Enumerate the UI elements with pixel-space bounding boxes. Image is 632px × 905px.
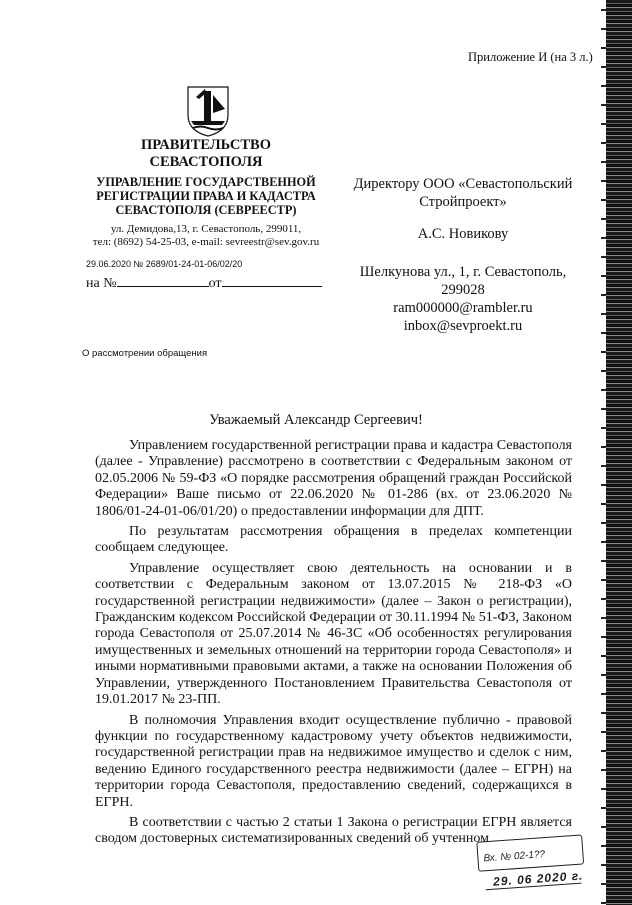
letter-subject: О рассмотрении обращения xyxy=(82,348,208,359)
body-paragraph: Управление осуществляет свою деятельность на основании и в соответствии с Федеральным законом от 13.07.2015 № 218-ФЗ «О государственной регистрации недвижимости» (далее – Закон о регистрации), Гражданским кодексом Российской Федерации от 30.11.1994 № 51-ФЗ, Законом города Севастополя от 25.07.2014 № 46-ЗС «Об особенностях регулирования имущественных и земельных отношений на территории города Севастополя» и иными нормативными правовыми актами, а также на основании Положения об Управлении, утвержденного Постановлением Правительства Севастополя от 19.01.2017 № 23-ПП. xyxy=(95,560,572,708)
recipient-name: А.С. Новикову xyxy=(417,226,509,242)
sevastopol-coat-of-arms-icon xyxy=(185,85,231,137)
recipient-block xyxy=(348,175,578,335)
reference-line xyxy=(86,273,322,292)
body-paragraph: По результатам рассмотрения обращения в пределах компетенции сообщаем следующее. xyxy=(95,524,572,556)
stamp-number: Вх. № 02-1?? xyxy=(483,849,546,865)
reference-date-blank xyxy=(222,273,322,287)
stamp-date: 29. 06 2020 г. xyxy=(492,868,584,889)
scan-edge xyxy=(606,0,632,905)
government-name: ПРАВИТЕЛЬСТВО СЕВАСТОПОЛЯ xyxy=(141,137,271,170)
sender-block xyxy=(86,137,326,249)
salutation: Уважаемый Александр Сергеевич! xyxy=(209,412,423,428)
appendix-label: Приложение И (на 3 л.) xyxy=(468,50,593,64)
sender-address: ул. Демидова,13, г. Севастополь, 299011, тел: (8692) 54-25-03, e-mail: sevreestr@sev.gov.ru xyxy=(92,223,320,248)
department-name: УПРАВЛЕНИЕ ГОСУДАРСТВЕННОЙ РЕГИСТРАЦИИ ПРАВА И КАДАСТРА СЕВАСТОПОЛЯ (СЕВРЕЕСТР) xyxy=(96,175,316,217)
recipient-company: Стройпроект» xyxy=(419,194,507,210)
recipient-email: ram000000@rambler.ru xyxy=(393,300,533,316)
reference-date-label: от xyxy=(208,276,222,291)
registration-number: 29.06.2020 № 2689/01-24-01-06/02/20 xyxy=(86,259,243,269)
recipient-position: Директору ООО «Севастопольский xyxy=(353,176,573,192)
body-paragraph: Управлением государственной регистрации права и кадастра Севастополя (далее - Управление) рассмотрено в соответствии с Федеральным законом от 02.05.2006 № 59-ФЗ «О порядке рассмотрения обращений граждан Российской Федерации» Ваше письмо от 22.06.2020 № 01-286 (вх. от 23.06.2020 № 1806/01-24-01-06/01/20) о предоставлении информации для ДПТ. xyxy=(95,438,572,519)
reference-number-blank xyxy=(117,273,209,287)
recipient-postcode: 299028 xyxy=(441,282,485,298)
body-paragraph: В соответствии с частью 2 статьи 1 Закона о регистрации ЕГРН является сводом достоверных систематизированных сведений об учтенном xyxy=(95,814,572,847)
incoming-stamp xyxy=(476,834,587,893)
letter-body xyxy=(95,438,572,852)
body-paragraph: В полномочия Управления входит осуществление публично - правовой функции по государственному кадастровому учету объектов недвижимости, государственной регистрации прав на недвижимое имущество и сделок с ним, ведению Единого государственного реестра недвижимости (далее – ЕГРН) на территории города Севастополя, предоставлению сведений, содержащихся в ЕГРН. xyxy=(95,712,572,810)
recipient-address: Шелкунова ул., 1, г. Севастополь, xyxy=(359,264,567,280)
recipient-email: inbox@sevproekt.ru xyxy=(403,318,523,334)
reference-number-label: на № xyxy=(86,276,117,291)
